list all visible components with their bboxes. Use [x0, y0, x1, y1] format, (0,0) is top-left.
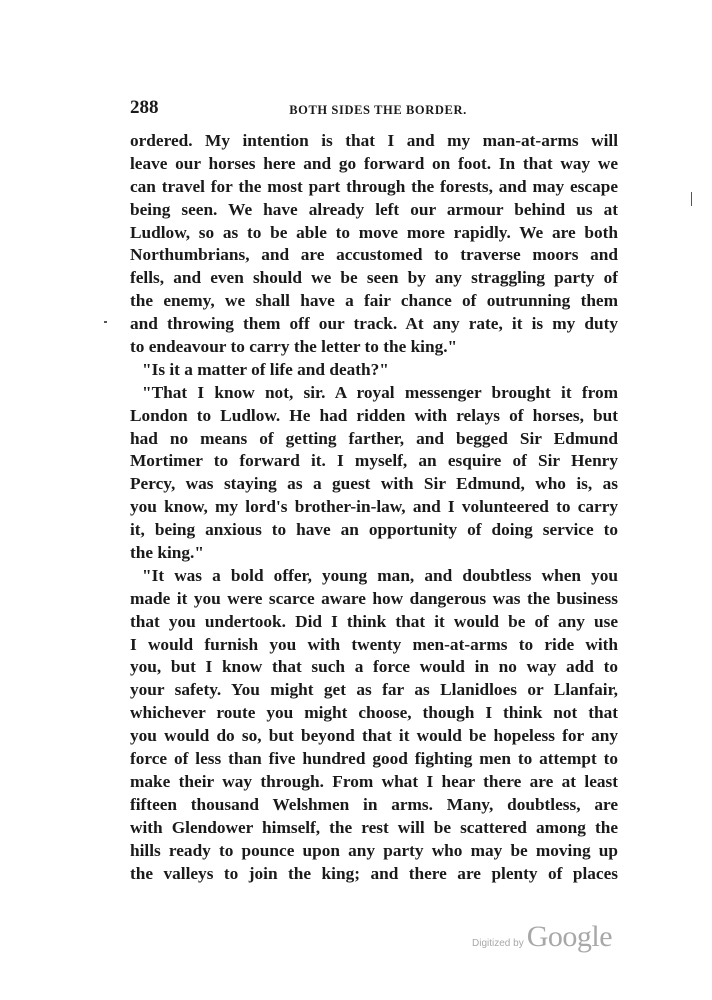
text-line: you, but I know that such a force would in no way add to: [130, 657, 618, 677]
text-line: to endeavour to carry the letter to the king.": [130, 337, 458, 357]
text-line: Ludlow, so as to be able to move more rapidly. We are both: [130, 222, 618, 242]
text-line: your safety. You might get as far as Llanidloes or Llanfair,: [130, 680, 618, 700]
running-head: BOTH SIDES THE BORDER.: [289, 103, 467, 117]
text-line: you know, my lord's brother-in-law, and I volunteered to carry: [130, 497, 618, 517]
text-line: Mortimer to forward it. I myself, an esquire of Sir Henry: [130, 451, 618, 471]
text-line: "Is it a matter of life and death?": [142, 359, 389, 379]
text-line: had no means of getting farther, and begged Sir Edmund: [130, 428, 618, 448]
text-line: the king.": [130, 543, 204, 563]
text-line: made it you were scarce aware how dangerous was the business: [130, 588, 618, 608]
text-line: make their way through. From what I hear there are at least: [130, 771, 618, 791]
scan-artifact-mark: [691, 192, 692, 206]
body-text: [130, 130, 618, 885]
text-line: being seen. We have already left our armour behind us at: [130, 199, 618, 219]
text-line: I would furnish you with twenty men-at-arms to ride with: [130, 634, 618, 654]
text-line: "That I know not, sir. A royal messenger brought it from: [142, 382, 618, 402]
text-line: with Glendower himself, the rest will be scattered among the: [130, 817, 618, 837]
text-line: it, being anxious to have an opportunity of doing service to: [130, 520, 618, 540]
text-line: the valleys to join the king; and there are plenty of places: [130, 863, 618, 883]
text-line: force of less than five hundred good fighting men to attempt to: [130, 749, 618, 769]
page-number: 288: [130, 97, 159, 118]
watermark-prefix: Digitized by: [472, 938, 524, 949]
text-line: London to Ludlow. He had ridden with relays of horses, but: [130, 405, 618, 425]
text-line: and throwing them off our track. At any rate, it is my duty: [130, 314, 618, 334]
text-line: the enemy, we shall have a fair chance of outrunning them: [130, 291, 618, 311]
text-line: fifteen thousand Welshmen in arms. Many, doubtless, are: [130, 794, 618, 814]
text-line: Northumbrians, and are accustomed to traverse moors and: [130, 245, 618, 265]
text-line: leave our horses here and go forward on foot. In that way we: [130, 153, 618, 173]
text-line: Percy, was staying as a guest with Sir Edmund, who is, as: [130, 474, 618, 494]
text-line: that you undertook. Did I think that it would be of any use: [130, 611, 618, 631]
text-line: whichever route you might choose, though I think not that: [130, 703, 618, 723]
text-line: ordered. My intention is that I and my man-at-arms will: [130, 131, 618, 150]
google-logo: Google: [526, 920, 613, 953]
text-line: you would do so, but beyond that it would be hopeless for any: [130, 726, 618, 746]
scan-artifact-dot: [104, 321, 107, 323]
text-line: can travel for the most part through the forests, and may escape: [130, 176, 618, 196]
text-line: "It was a bold offer, young man, and doubtless when you: [142, 565, 618, 585]
digitization-watermark: [472, 920, 612, 954]
text-line: fells, and even should we be seen by any straggling party of: [130, 268, 618, 288]
text-line: hills ready to pounce upon any party who may be moving up: [130, 840, 618, 860]
